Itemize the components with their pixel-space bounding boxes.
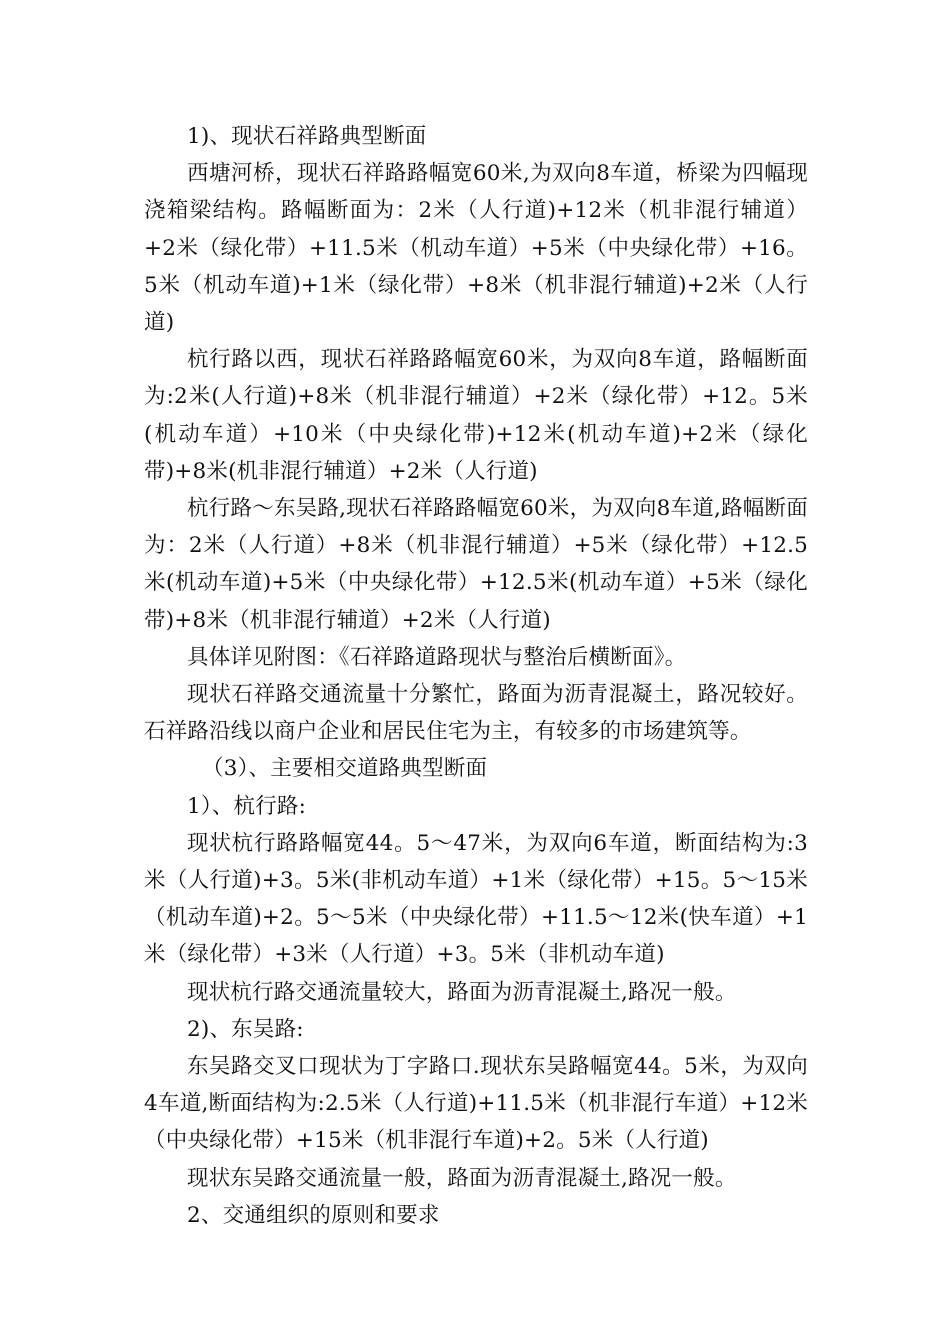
paragraph-hangxing-traffic: 现状杭行路交通流量较大，路面为沥青混凝土,路况一般。 [187,979,737,1005]
section-heading-traffic-principles: 2、交通组织的原则和要求 [187,1202,440,1228]
section-heading-intersecting-roads: （3）、主要相交道路典型断面 [202,756,488,782]
document-body [144,118,808,1234]
paragraph-traffic-status: 现状石祥路交通流量十分繁忙，路面为沥青混凝土，路况较好。石祥路沿线以商户企业和居民住宅为主，有较多的市场建筑等。 [144,682,808,745]
paragraph-dongwu-traffic: 现状东吴路交通流量一般，路面为沥青混凝土,路况一般。 [187,1165,737,1191]
section-heading-shixiang-road: 1)、现状石祥路典型断面 [187,124,427,149]
paragraph-hangxing-cross-section: 现状杭行路路幅宽44。5～47米，为双向6车道，断面结构为:3米（人行道)+3。5米(非机动车道）+1米（绿化带）+15。5～15米（机动车道)+2。5～5米（中央绿化带）+11.5～12米(快车道）+1米（绿化带）+3米（人行道）+3。5米（非机动车道) [144,830,808,968]
paragraph-hangxing-to-dongwu: 杭行路～东吴路,现状石祥路路幅宽60米，为双向8车道,路幅断面为：2米（人行道）+8米（机非混行辅道）+5米（绿化带）+12.5米(机动车道)+5米（中央绿化带）+12.5米(机动车道）+5米（绿化带)+8米（机非混行辅道）+2米（人行道) [144,496,808,633]
paragraph-west-of-hangxing: 杭行路以西，现状石祥路路幅宽60米，为双向8车道，路幅断面为:2米(人行道)+8米（机非混行辅道）+2米（绿化带）+12。5米(机动车道）+10米（中央绿化带)+12米(机动车道)+2米（绿化带)+8米(机非混行辅道）+2米（人行道) [144,347,808,484]
section-heading-hangxing-road: 1）、杭行路: [187,793,307,819]
section-heading-dongwu-road: 2)、东吴路: [187,1016,304,1042]
paragraph-dongwu-cross-section: 东吴路交叉口现状为丁字路口.现状东吴路幅宽44。5米，为双向4车道,断面结构为:2.5米（人行道)+11.5米（机非混行车道）+12米（中央绿化带）+15米（机非混行车道)+2。5米（人行道) [144,1054,808,1154]
paragraph-see-attached-figure: 具体详见附图：《石祥路道路现状与整治后横断面》。 [187,644,687,670]
paragraph-xitanghe-bridge: 西塘河桥，现状石祥路路幅宽60米,为双向8车道，桥梁为四幅现浇箱梁结构。路幅断面为：2米（人行道)+12米（机非混行辅道）+2米（绿化带）+11.5米（机动车道）+5米（中央绿化带）+16。5米（机动车道)+1米（绿化带）+8米（机非混行辅道)+2米（人行道) [144,161,808,336]
